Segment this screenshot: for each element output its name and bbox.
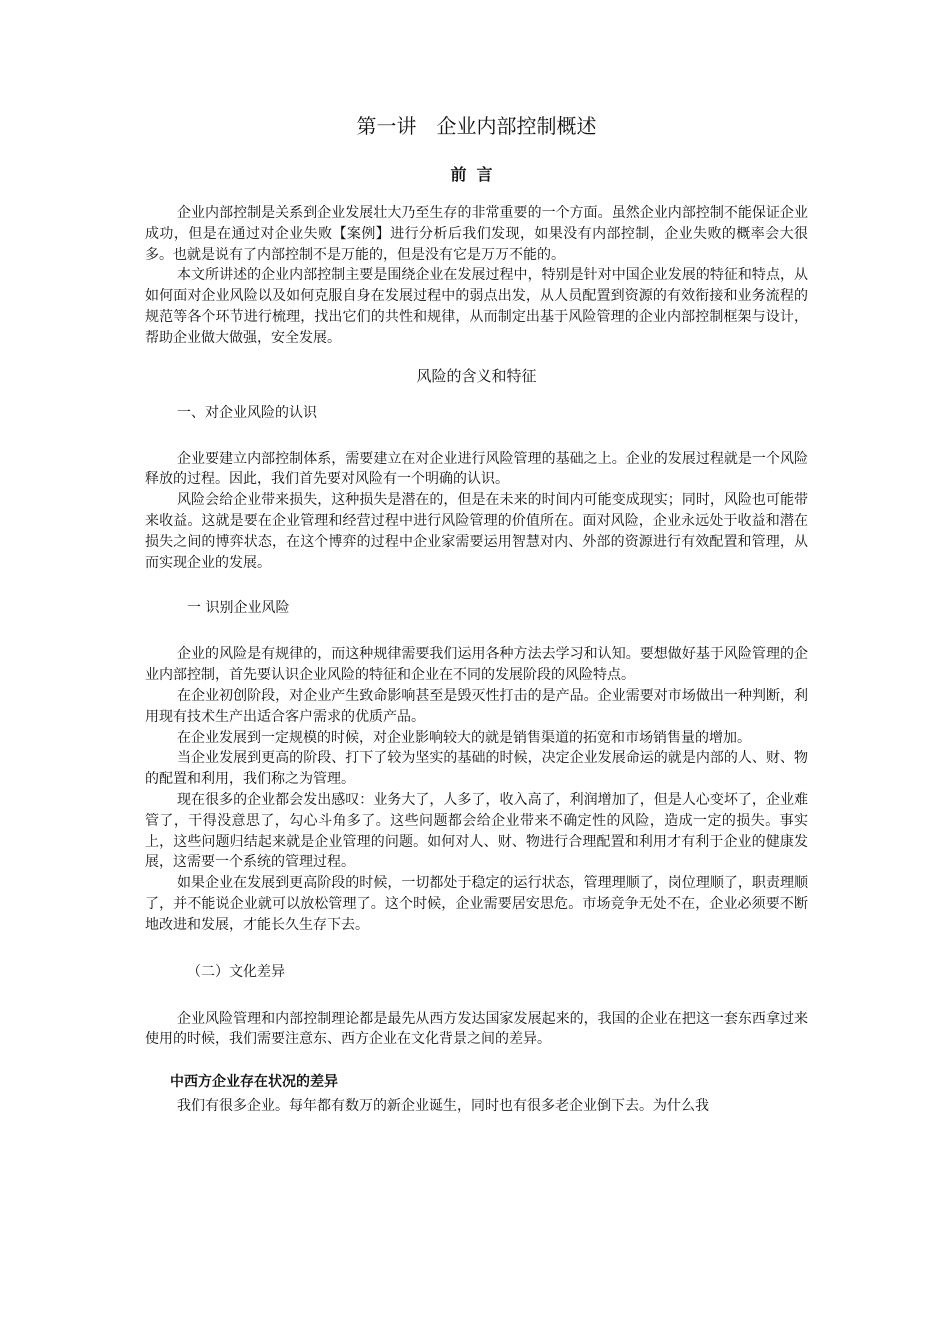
- subsection-heading-identify-risk: 一 识别企业风险: [187, 600, 290, 617]
- paragraph: 企业内部控制是关系到企业发展壮大乃至生存的非常重要的一个方面。虽然企业内部控制不能保证企业成功，但是在通过对企业失败【案例】进行分析后我们发现，如果没有内部控制，企业失败的概率会大很多。也就是说有了内部控制不是万能的，但是没有它是万万不能的。: [145, 205, 808, 263]
- paragraph: 企业的风险是有规律的，而这种规律需要我们运用各种方法去学习和认知。要想做好基于风险管理的企业内部控制，首先要认识企业风险的特征和企业在不同的发展阶段的风险特点。: [145, 646, 808, 684]
- subheading-east-west-difference: 中西方企业存在状况的差异: [170, 1074, 338, 1091]
- subsection-heading-risk-awareness: 一、对企业风险的认识: [177, 404, 317, 421]
- paragraph: 当企业发展到更高的阶段、打下了较为坚实的基础的时候，决定企业发展命运的就是内部的人、财、物的配置和利用，我们称之为管理。: [145, 750, 808, 788]
- paragraph: 企业风险管理和内部控制理论都是最先从西方发达国家发展起来的，我国的企业在把这一套东西拿过来使用的时候，我们需要注意东、西方企业在文化背景之间的差异。: [145, 1010, 808, 1048]
- paragraph: 如果企业在发展到更高阶段的时候，一切都处于稳定的运行状态，管理理顺了，岗位理顺了，职责理顺了，并不能说企业就可以放松管理了。这个时候，企业需要居安思危。市场竞争无处不在，企业必须要不断地改进和发展，才能长久生存下去。: [145, 875, 808, 933]
- paragraph: 我们有很多企业。每年都有数万的新企业诞生，同时也有很多老企业倒下去。为什么我: [177, 1098, 709, 1115]
- lecture-title: 第一讲 企业内部控制概述: [356, 114, 597, 138]
- paragraph: 本文所讲述的企业内部控制主要是围绕企业在发展过程中，特别是针对中国企业发展的特征和特点，从如何面对企业风险以及如何克服自身在发展过程中的弱点出发，从人员配置到资源的有效衔接和业务流程的规范等各个环节进行梳理，找出它们的共性和规律，从而制定出基于风险管理的企业内部控制框架与设计，帮助企业做大做强，安全发展。: [145, 267, 808, 346]
- paragraph: 现在很多的企业都会发出感叹：业务大了，人多了，收入高了，利润增加了，但是人心变坏了，企业难管了，干得没意思了，勾心斗角多了。这些问题都会给企业带来不确定性的风险，造成一定的损失。事实上，这些问题归结起来就是企业管理的问题。如何对人、财、物进行合理配置和利用才有利于企业的健康发展，这需要一个系统的管理过程。: [145, 791, 808, 871]
- paragraph: 在企业初创阶段，对企业产生致命影响甚至是毁灭性打击的是产品。企业需要对市场做出一种判断，利用现有技术生产出适合客户需求的优质产品。: [145, 687, 808, 725]
- paragraph: 在企业发展到一定规模的时候，对企业影响较大的就是销售渠道的拓宽和市场销售量的增加。: [177, 729, 751, 746]
- document-body: [145, 112, 808, 1117]
- subsection-heading-cultural-difference: （二）文化差异: [187, 963, 285, 980]
- paragraph: 风险会给企业带来损失，这种损失是潜在的，但是在未来的时间内可能变成现实；同时，风险也可能带来收益。这就是要在企业管理和经营过程中进行风险管理的价值所在。面对风险，企业永远处于收益和潜在损失之间的博弈状态，在这个博弈的过程中企业家需要运用智慧对内、外部的资源进行有效配置和管理，从而实现企业的发展。: [145, 492, 808, 571]
- paragraph: 企业要建立内部控制体系，需要建立在对企业进行风险管理的基础之上。企业的发展过程就是一个风险释放的过程。因此，我们首先要对风险有一个明确的认识。: [145, 450, 808, 488]
- section-title: 风险的含义和特征: [416, 366, 537, 385]
- preface-heading: 前言: [450, 165, 503, 184]
